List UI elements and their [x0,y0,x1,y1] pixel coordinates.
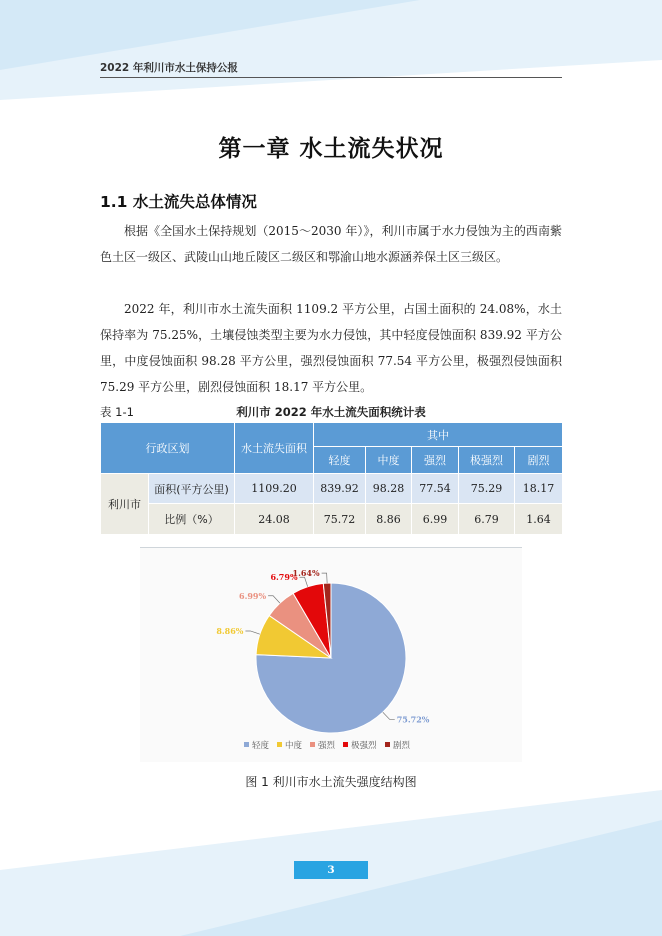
leader-line-very-strong [300,577,308,587]
header-severe: 剧烈 [515,447,563,474]
legend-label-light: 轻度 [252,741,270,751]
leader-line-severe [322,573,328,583]
table-number: 表 1-1 [100,405,134,419]
data-label-very-strong: 6.79% [270,572,298,583]
data-label-severe: 1.64% [292,568,320,579]
legend-swatch-moderate [277,742,282,747]
header-region: 行政区划 [101,423,235,474]
table-row [101,474,563,504]
legend-label-severe: 剧烈 [393,741,411,751]
header-breakdown: 其中 [314,423,563,447]
header-moderate: 中度 [366,447,412,474]
cell-ratio-light: 75.72 [314,504,366,535]
pie-chart [140,548,522,762]
header-very-strong: 极强烈 [459,447,515,474]
cell-ratio-severe: 1.64 [515,504,563,535]
data-label-light: 75.72% [396,714,430,725]
cell-area-light: 839.92 [314,474,366,504]
cell-area-strong: 77.54 [412,474,459,504]
leader-line-moderate [245,631,259,634]
erosion-stats-table [100,422,563,535]
header-total-area: 水土流失面积 [235,423,314,474]
row-label-ratio: 比例（%） [149,504,235,535]
table-row [101,504,563,535]
region-cell: 利川市 [101,474,149,535]
legend-swatch-very-strong [343,742,348,747]
data-label-moderate: 8.86% [216,625,244,636]
chapter-title: 第一章 水土流失状况 [218,136,444,162]
legend-label-strong: 强烈 [318,741,336,751]
paragraph-2: 2022 年，利川市水土流失面积 1109.2 平方公里，占国土面积的 24.08%，水土保持率为 75.25%，土壤侵蚀类型主要为水力侵蚀，其中轻度侵蚀面积 839.92 平方公里，中度侵蚀面积 98.28 平方公里，强烈侵蚀面积 77.54 平方公里，极强烈侵蚀面积 75.29 平方公里，剧烈侵蚀面积 18.17 平方公里。 [100,302,562,394]
leader-line-light [383,712,395,719]
cell-area-moderate: 98.28 [366,474,412,504]
data-label-strong: 6.99% [239,590,267,601]
legend-swatch-strong [310,742,315,747]
cell-ratio-strong: 6.99 [412,504,459,535]
legend-swatch-severe [385,742,390,747]
cell-total-area: 1109.20 [235,474,314,504]
header-divider [100,77,562,78]
table-caption [100,404,562,420]
header-strong: 强烈 [412,447,459,474]
cell-area-very-strong: 75.29 [459,474,515,504]
leader-line-strong [268,596,280,603]
pie-chart-area [140,548,522,762]
report-header-title: 2022 年利川市水土保持公报 [100,62,238,74]
cell-ratio-very-strong: 6.79 [459,504,515,535]
legend-swatch-light [244,742,249,747]
cell-ratio-moderate: 8.86 [366,504,412,535]
legend-label-moderate: 中度 [285,741,303,751]
figure-caption: 图 1 利川市水土流失强度结构图 [245,775,417,789]
cell-total-ratio: 24.08 [235,504,314,535]
table-title: 利川市 2022 年水土流失面积统计表 [236,405,426,419]
header-light: 轻度 [314,447,366,474]
legend-label-very-strong: 极强烈 [351,741,377,751]
paragraph-1: 根据《全国水土保持规划（2015～2030 年）》，利川市属于水力侵蚀为主的西南紫色土区一级区、武陵山山地丘陵区二级区和鄂渝山地水源涵养保土区三级区。 [100,224,562,264]
row-label-area: 面积(平方公里) [149,474,235,504]
page-number: 3 [294,861,368,879]
cell-area-severe: 18.17 [515,474,563,504]
section-title: 1.1 水土流失总体情况 [100,193,257,211]
